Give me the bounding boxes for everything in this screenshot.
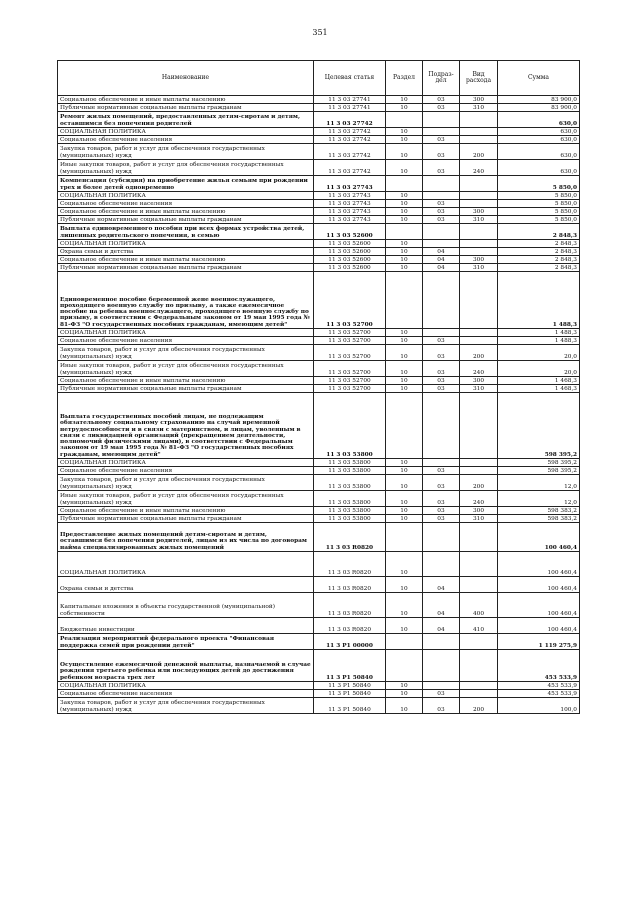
cell-subsection	[423, 128, 460, 136]
cell-amount: 100 460,4	[498, 618, 580, 634]
cell-section: 10	[386, 361, 423, 377]
cell-expense-type	[460, 240, 498, 248]
table-row	[58, 593, 580, 618]
cell-amount: 83 900,0	[498, 104, 580, 112]
cell-target-article: 11 3 03 27742	[314, 136, 386, 144]
cell-subsection	[423, 192, 460, 200]
cell-target-article: 11 3 03 52600	[314, 224, 386, 240]
cell-subsection: 03	[423, 216, 460, 224]
cell-subsection: 03	[423, 345, 460, 361]
table-row	[58, 104, 580, 112]
cell-amount: 598 383,2	[498, 507, 580, 515]
cell-expense-type	[460, 459, 498, 467]
table-row	[58, 682, 580, 690]
cell-name: Охрана семьи и детства	[58, 577, 314, 593]
cell-subsection: 03	[423, 200, 460, 208]
table-row	[58, 272, 580, 329]
cell-section: 10	[386, 329, 423, 337]
cell-target-article: 11 3 03 52700	[314, 377, 386, 385]
cell-subsection	[423, 552, 460, 577]
cell-name: Предоставление жилых помещений детям-сиротам и детям, оставшимся без попечения родителей, лицам из их числа по договорам найма специализированных жилых помещений	[58, 523, 314, 552]
cell-amount: 598 395,2	[498, 459, 580, 467]
table-row	[58, 200, 580, 208]
cell-section: 10	[386, 248, 423, 256]
cell-target-article: 11 3 03 R0820	[314, 552, 386, 577]
cell-section: 10	[386, 577, 423, 593]
header-name: Наименование	[58, 61, 314, 96]
cell-target-article: 11 3 03 27743	[314, 200, 386, 208]
cell-subsection: 03	[423, 136, 460, 144]
cell-name: Иные закупки товаров, работ и услуг для обеспечения государственных (муниципальных) нужд	[58, 160, 314, 176]
cell-name: Закупка товаров, работ и услуг для обеспечения государственных (муниципальных) нужд	[58, 698, 314, 714]
cell-amount: 598 395,2	[498, 467, 580, 475]
table-row	[58, 385, 580, 393]
cell-amount: 2 848,3	[498, 264, 580, 272]
cell-amount: 1 488,3	[498, 272, 580, 329]
cell-expense-type: 240	[460, 361, 498, 377]
table-row	[58, 208, 580, 216]
cell-section	[386, 176, 423, 192]
cell-name: Выплата государственных пособий лицам, не подлежащим обязательному социальному страхованию на случай временной нетрудоспособности и в связи с материнством, и лицам, уволенным в связи с ликвидацией организаций (прекращением деятельности, полномочий физическими лицами), в соответствии с Федеральным законом от 19 мая 1995 года № 81-ФЗ "О государственных пособиях гражданам, имеющим детей"	[58, 393, 314, 459]
cell-target-article: 11 3 P1 50840	[314, 650, 386, 682]
cell-target-article: 11 3 03 52600	[314, 248, 386, 256]
cell-name: Иные закупки товаров, работ и услуг для обеспечения государственных (муниципальных) нужд	[58, 361, 314, 377]
cell-subsection: 03	[423, 144, 460, 160]
cell-subsection	[423, 176, 460, 192]
cell-name: Социальное обеспечение и иные выплаты населению	[58, 507, 314, 515]
cell-section	[386, 112, 423, 128]
cell-section: 10	[386, 377, 423, 385]
cell-section: 10	[386, 160, 423, 176]
cell-amount: 100 460,4	[498, 593, 580, 618]
cell-target-article: 11 3 03 52700	[314, 329, 386, 337]
table-row	[58, 112, 580, 128]
cell-amount: 20,0	[498, 345, 580, 361]
budget-table	[57, 60, 580, 714]
cell-name: Единовременное пособие беременной жене военнослужащего, проходящего военную службу по призыву, а также ежемесячное пособие на ребенка военнослужащего, проходящего военную службу по призыву, в соответствии с Федеральным законом от 19 мая 1995 года № 81-ФЗ "О государственных пособиях гражданам, имеющим детей"	[58, 272, 314, 329]
cell-amount: 20,0	[498, 361, 580, 377]
cell-target-article: 11 3 03 53800	[314, 507, 386, 515]
cell-expense-type: 300	[460, 256, 498, 264]
cell-subsection	[423, 224, 460, 240]
cell-amount: 453 533,9	[498, 682, 580, 690]
cell-subsection	[423, 393, 460, 459]
cell-section: 10	[386, 618, 423, 634]
cell-expense-type: 240	[460, 491, 498, 507]
header-section: Раздел	[386, 61, 423, 96]
table-row	[58, 192, 580, 200]
cell-expense-type	[460, 224, 498, 240]
cell-subsection	[423, 329, 460, 337]
cell-expense-type: 300	[460, 96, 498, 104]
cell-section: 10	[386, 682, 423, 690]
cell-name: Социальное обеспечение населения	[58, 200, 314, 208]
cell-subsection: 03	[423, 690, 460, 698]
cell-subsection: 03	[423, 507, 460, 515]
cell-subsection	[423, 459, 460, 467]
cell-section: 10	[386, 208, 423, 216]
cell-subsection	[423, 240, 460, 248]
cell-name: Социальное обеспечение населения	[58, 467, 314, 475]
cell-amount: 5 850,0	[498, 216, 580, 224]
cell-name: Социальное обеспечение населения	[58, 690, 314, 698]
cell-amount: 630,0	[498, 128, 580, 136]
cell-section: 10	[386, 104, 423, 112]
cell-name: СОЦИАЛЬНАЯ ПОЛИТИКА	[58, 192, 314, 200]
cell-section: 10	[386, 459, 423, 467]
cell-name: СОЦИАЛЬНАЯ ПОЛИТИКА	[58, 682, 314, 690]
cell-amount: 598 383,2	[498, 515, 580, 523]
cell-expense-type	[460, 650, 498, 682]
cell-section: 10	[386, 128, 423, 136]
table-row	[58, 467, 580, 475]
cell-subsection: 03	[423, 475, 460, 491]
cell-expense-type: 310	[460, 515, 498, 523]
cell-expense-type	[460, 272, 498, 329]
table-row	[58, 507, 580, 515]
cell-name: Социальное обеспечение населения	[58, 136, 314, 144]
cell-name: Закупка товаров, работ и услуг для обеспечения государственных (муниципальных) нужд	[58, 144, 314, 160]
cell-subsection: 03	[423, 104, 460, 112]
cell-amount: 2 848,3	[498, 248, 580, 256]
cell-amount: 2 848,3	[498, 240, 580, 248]
cell-amount: 12,0	[498, 475, 580, 491]
cell-expense-type: 200	[460, 475, 498, 491]
cell-expense-type	[460, 112, 498, 128]
cell-section: 10	[386, 475, 423, 491]
cell-amount: 630,0	[498, 160, 580, 176]
cell-target-article: 11 3 P1 50840	[314, 690, 386, 698]
cell-target-article: 11 3 03 52600	[314, 256, 386, 264]
cell-target-article: 11 3 03 27742	[314, 128, 386, 136]
cell-amount: 630,0	[498, 144, 580, 160]
cell-name: Социальное обеспечение населения	[58, 337, 314, 345]
header-subsection: Подраз-дел	[423, 61, 460, 96]
cell-expense-type	[460, 523, 498, 552]
cell-expense-type	[460, 467, 498, 475]
cell-amount: 83 900,0	[498, 96, 580, 104]
cell-expense-type: 300	[460, 377, 498, 385]
cell-section: 10	[386, 515, 423, 523]
cell-expense-type	[460, 634, 498, 650]
cell-section: 10	[386, 96, 423, 104]
cell-expense-type	[460, 690, 498, 698]
cell-section: 10	[386, 144, 423, 160]
cell-amount: 5 850,0	[498, 208, 580, 216]
cell-expense-type: 300	[460, 208, 498, 216]
cell-section: 10	[386, 216, 423, 224]
cell-target-article: 11 3 03 27741	[314, 96, 386, 104]
cell-name: Иные закупки товаров, работ и услуг для обеспечения государственных (муниципальных) нужд	[58, 491, 314, 507]
cell-expense-type	[460, 393, 498, 459]
table-row	[58, 136, 580, 144]
table-row	[58, 634, 580, 650]
cell-name: Закупка товаров, работ и услуг для обеспечения государственных (муниципальных) нужд	[58, 475, 314, 491]
cell-name: Социальное обеспечение и иные выплаты населению	[58, 208, 314, 216]
cell-name: Ремонт жилых помещений, предоставленных детям-сиротам и детям, оставшимся без попечения родителей	[58, 112, 314, 128]
cell-amount: 2 848,3	[498, 224, 580, 240]
cell-target-article: 11 3 03 27743	[314, 192, 386, 200]
table-row	[58, 329, 580, 337]
cell-subsection: 03	[423, 385, 460, 393]
cell-subsection: 03	[423, 361, 460, 377]
cell-section: 10	[386, 552, 423, 577]
header-target: Целевая статья	[314, 61, 386, 96]
table-row	[58, 459, 580, 467]
cell-target-article: 11 3 03 52700	[314, 345, 386, 361]
cell-section: 10	[386, 467, 423, 475]
cell-name: СОЦИАЛЬНАЯ ПОЛИТИКА	[58, 329, 314, 337]
cell-expense-type: 310	[460, 264, 498, 272]
cell-subsection: 04	[423, 248, 460, 256]
cell-name: Капитальные вложения в объекты государственной (муниципальной) собственности	[58, 593, 314, 618]
cell-name: Компенсация (субсидия) на приобретение жилья семьям при рождении трех и более детей одновременно	[58, 176, 314, 192]
cell-expense-type	[460, 176, 498, 192]
cell-name: СОЦИАЛЬНАЯ ПОЛИТИКА	[58, 240, 314, 248]
cell-subsection: 03	[423, 337, 460, 345]
cell-target-article: 11 3 03 52700	[314, 385, 386, 393]
cell-name: Осуществление ежемесячной денежной выплаты, назначаемой в случае рождения третьего ребенка или последующих детей до достижения ребенком возраста трех лет	[58, 650, 314, 682]
table-row	[58, 337, 580, 345]
table-row	[58, 264, 580, 272]
cell-section: 10	[386, 698, 423, 714]
cell-subsection: 03	[423, 467, 460, 475]
cell-amount: 5 850,0	[498, 176, 580, 192]
cell-expense-type: 200	[460, 345, 498, 361]
cell-target-article: 11 3 P1 00000	[314, 634, 386, 650]
table-row	[58, 552, 580, 577]
cell-expense-type	[460, 329, 498, 337]
cell-target-article: 11 3 03 R0820	[314, 618, 386, 634]
cell-section: 10	[386, 690, 423, 698]
cell-name: Охрана семьи и детства	[58, 248, 314, 256]
cell-section	[386, 634, 423, 650]
cell-target-article: 11 3 03 53800	[314, 515, 386, 523]
cell-subsection: 03	[423, 377, 460, 385]
cell-section	[386, 523, 423, 552]
table-row	[58, 176, 580, 192]
cell-amount: 100 460,4	[498, 523, 580, 552]
cell-expense-type: 240	[460, 160, 498, 176]
cell-section: 10	[386, 593, 423, 618]
cell-subsection: 03	[423, 698, 460, 714]
cell-section: 10	[386, 345, 423, 361]
cell-expense-type	[460, 682, 498, 690]
cell-expense-type	[460, 200, 498, 208]
table-row	[58, 216, 580, 224]
header-row	[58, 61, 580, 96]
cell-amount: 2 848,3	[498, 256, 580, 264]
cell-amount: 1 119 275,9	[498, 634, 580, 650]
cell-section: 10	[386, 264, 423, 272]
cell-target-article: 11 3 03 27742	[314, 112, 386, 128]
cell-expense-type	[460, 577, 498, 593]
table-row	[58, 618, 580, 634]
cell-name: Публичные нормативные социальные выплаты гражданам	[58, 216, 314, 224]
cell-name: Бюджетные инвестиции	[58, 618, 314, 634]
cell-target-article: 11 3 P1 50840	[314, 682, 386, 690]
cell-section: 10	[386, 256, 423, 264]
table-body	[58, 96, 580, 714]
cell-name: Реализация мероприятий федерального проекта "Финансовая поддержка семей при рождении детей"	[58, 634, 314, 650]
cell-subsection	[423, 650, 460, 682]
cell-subsection: 03	[423, 515, 460, 523]
cell-expense-type	[460, 337, 498, 345]
cell-expense-type	[460, 192, 498, 200]
cell-subsection: 03	[423, 96, 460, 104]
cell-expense-type	[460, 136, 498, 144]
cell-target-article: 11 3 03 53800	[314, 475, 386, 491]
cell-section	[386, 224, 423, 240]
cell-amount: 453 533,9	[498, 650, 580, 682]
cell-expense-type: 400	[460, 593, 498, 618]
cell-subsection: 03	[423, 208, 460, 216]
cell-target-article: 11 3 P1 50840	[314, 698, 386, 714]
table-row	[58, 491, 580, 507]
cell-subsection	[423, 272, 460, 329]
cell-section: 10	[386, 136, 423, 144]
table-row	[58, 377, 580, 385]
cell-section	[386, 393, 423, 459]
cell-amount: 100 460,4	[498, 577, 580, 593]
cell-target-article: 11 3 03 53800	[314, 393, 386, 459]
table-row	[58, 240, 580, 248]
cell-target-article: 11 3 03 53800	[314, 491, 386, 507]
cell-amount: 630,0	[498, 136, 580, 144]
cell-expense-type: 310	[460, 385, 498, 393]
cell-section: 10	[386, 200, 423, 208]
cell-name: Публичные нормативные социальные выплаты гражданам	[58, 385, 314, 393]
cell-expense-type: 410	[460, 618, 498, 634]
table-row	[58, 515, 580, 523]
cell-name: Социальное обеспечение и иные выплаты населению	[58, 377, 314, 385]
cell-section: 10	[386, 192, 423, 200]
cell-target-article: 11 3 03 27741	[314, 104, 386, 112]
table-row	[58, 96, 580, 104]
cell-expense-type	[460, 248, 498, 256]
cell-amount: 598 395,2	[498, 393, 580, 459]
cell-target-article: 11 3 03 53800	[314, 459, 386, 467]
cell-target-article: 11 3 03 52600	[314, 264, 386, 272]
cell-name: СОЦИАЛЬНАЯ ПОЛИТИКА	[58, 459, 314, 467]
table-row	[58, 523, 580, 552]
cell-target-article: 11 3 03 53800	[314, 467, 386, 475]
cell-name: Закупка товаров, работ и услуг для обеспечения государственных (муниципальных) нужд	[58, 345, 314, 361]
cell-subsection: 04	[423, 264, 460, 272]
cell-target-article: 11 3 03 52700	[314, 272, 386, 329]
cell-name: СОЦИАЛЬНАЯ ПОЛИТИКА	[58, 552, 314, 577]
cell-subsection	[423, 634, 460, 650]
table-row	[58, 393, 580, 459]
cell-expense-type: 200	[460, 144, 498, 160]
table-row	[58, 128, 580, 136]
table-row	[58, 256, 580, 264]
cell-section	[386, 272, 423, 329]
cell-amount: 1 488,3	[498, 329, 580, 337]
table-row	[58, 475, 580, 491]
cell-expense-type	[460, 128, 498, 136]
table-row	[58, 224, 580, 240]
cell-amount: 5 850,0	[498, 200, 580, 208]
cell-section	[386, 650, 423, 682]
cell-target-article: 11 3 03 R0820	[314, 523, 386, 552]
table-row	[58, 361, 580, 377]
cell-expense-type	[460, 552, 498, 577]
table-row	[58, 144, 580, 160]
table-row	[58, 248, 580, 256]
table-row	[58, 698, 580, 714]
cell-target-article: 11 3 03 27742	[314, 144, 386, 160]
cell-amount: 453 533,9	[498, 690, 580, 698]
cell-expense-type: 310	[460, 104, 498, 112]
cell-name: Публичные нормативные социальные выплаты гражданам	[58, 264, 314, 272]
cell-target-article: 11 3 03 52600	[314, 240, 386, 248]
cell-amount: 100 460,4	[498, 552, 580, 577]
cell-subsection	[423, 523, 460, 552]
cell-name: Публичные нормативные социальные выплаты гражданам	[58, 515, 314, 523]
cell-subsection: 04	[423, 593, 460, 618]
cell-expense-type: 300	[460, 507, 498, 515]
cell-subsection	[423, 112, 460, 128]
cell-amount: 630,0	[498, 112, 580, 128]
cell-subsection: 03	[423, 160, 460, 176]
cell-amount: 1 468,3	[498, 385, 580, 393]
cell-subsection	[423, 682, 460, 690]
cell-subsection: 04	[423, 618, 460, 634]
cell-target-article: 11 3 03 27743	[314, 176, 386, 192]
cell-target-article: 11 3 03 52700	[314, 337, 386, 345]
cell-subsection: 03	[423, 491, 460, 507]
header-expense-type: Вид расхода	[460, 61, 498, 96]
cell-amount: 1 488,3	[498, 337, 580, 345]
cell-target-article: 11 3 03 52700	[314, 361, 386, 377]
cell-name: Публичные нормативные социальные выплаты гражданам	[58, 104, 314, 112]
cell-expense-type: 200	[460, 698, 498, 714]
cell-target-article: 11 3 03 27742	[314, 160, 386, 176]
cell-subsection: 04	[423, 577, 460, 593]
table-row	[58, 650, 580, 682]
cell-section: 10	[386, 337, 423, 345]
cell-name: СОЦИАЛЬНАЯ ПОЛИТИКА	[58, 128, 314, 136]
cell-amount: 100,0	[498, 698, 580, 714]
table-row	[58, 345, 580, 361]
cell-name: Выплата единовременного пособия при всех формах устройства детей, лишенных родительского попечения, в семью	[58, 224, 314, 240]
cell-section: 10	[386, 385, 423, 393]
cell-section: 10	[386, 507, 423, 515]
table-row	[58, 577, 580, 593]
table-row	[58, 160, 580, 176]
cell-section: 10	[386, 240, 423, 248]
cell-target-article: 11 3 03 27743	[314, 216, 386, 224]
cell-amount: 12,0	[498, 491, 580, 507]
cell-target-article: 11 3 03 R0820	[314, 593, 386, 618]
cell-expense-type: 310	[460, 216, 498, 224]
cell-name: Социальное обеспечение и иные выплаты населению	[58, 96, 314, 104]
cell-target-article: 11 3 03 27743	[314, 208, 386, 216]
cell-amount: 5 850,0	[498, 192, 580, 200]
table-row	[58, 690, 580, 698]
cell-subsection: 04	[423, 256, 460, 264]
cell-amount: 1 468,3	[498, 377, 580, 385]
cell-name: Социальное обеспечение и иные выплаты населению	[58, 256, 314, 264]
page-number: 351	[312, 28, 328, 37]
cell-section: 10	[386, 491, 423, 507]
header-amount: Сумма	[498, 61, 580, 96]
cell-target-article: 11 3 03 R0820	[314, 577, 386, 593]
